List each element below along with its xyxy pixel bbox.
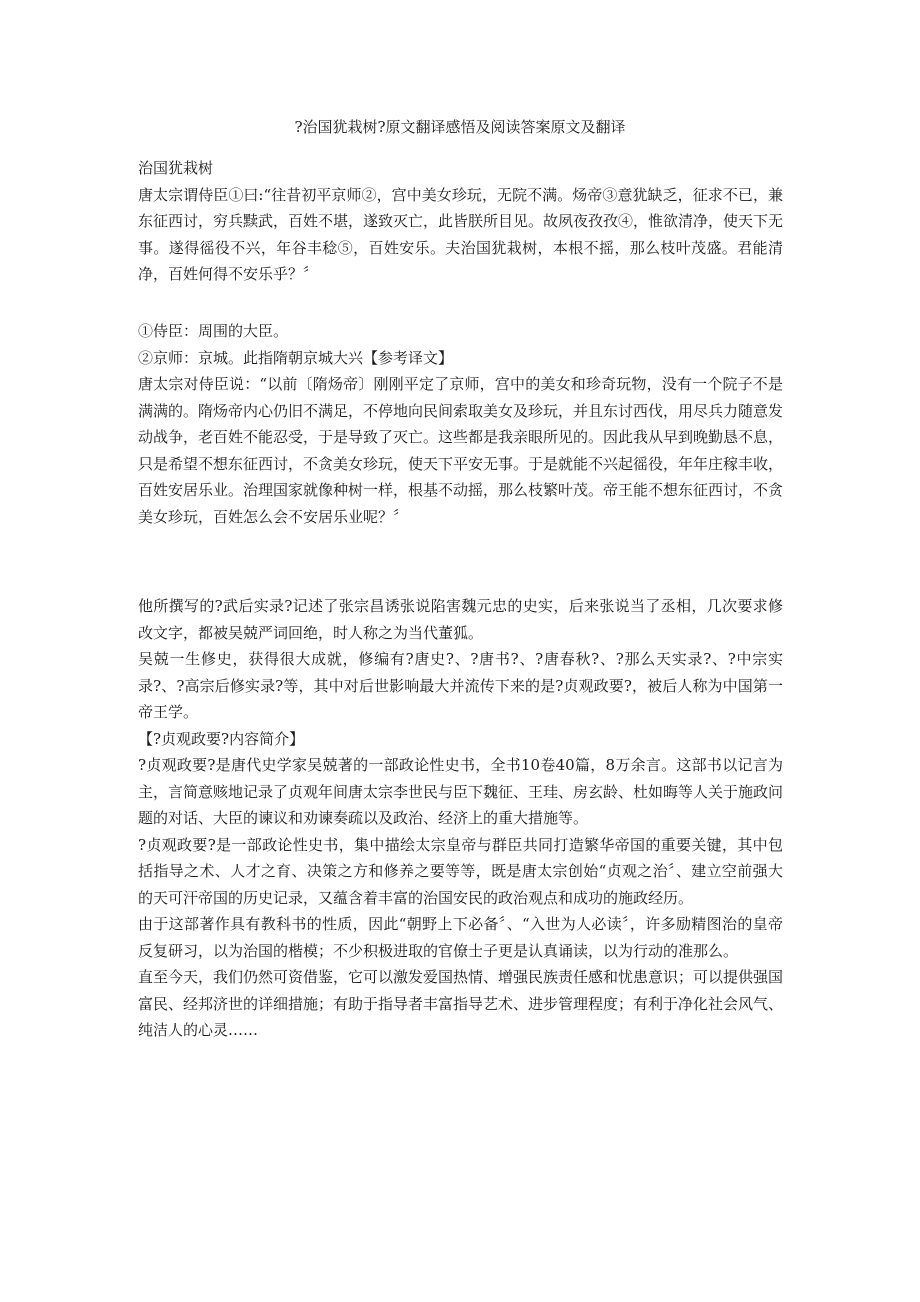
paragraph-book-significance: ?贞观政要?是一部政论性史书，集中描绘太宗皇帝与群臣共同打造繁华帝国的重要关键，其中包括指导之术、人才之育、决策之方和修养之要等等，既是唐太宗创始“贞观之治〞、建立空前强大的天可汗帝国的历史记录，又蕴含着丰富的治国安民的政治观点和成功的施政经历。 [138, 835, 783, 907]
section-heading: 治国犹栽树 [138, 159, 214, 177]
document-title: ?治国犹栽树?原文翻译感悟及阅读答案原文及翻译 [294, 118, 626, 136]
paragraph-textbook-nature: 由于这部著作具有教科书的性质，因此“朝野上下必备〞、“入世为人必读〞，许多励精图治的皇帝反复研习，以为治国的楷模；不少积极进取的官僚士子更是认真诵读，以为行动的准那么。 [138, 915, 783, 960]
translation-paragraph: 唐太宗对侍臣说：“以前〔隋炀帝〕刚刚平定了京师，宫中的美女和珍奇玩物，没有一个院子不是满满的。隋炀帝内心仍旧不满足，不停地向民间索取美女及珍玩，并且东讨西伐，用尽兵力随意发动战争，老百姓不能忍受，于是导致了灭亡。这些都是我亲眼所见的。因此我从早到晚勤恳不息，只是希望不想东征西讨，不贪美女珍玩，使天下平安无事。于是就能不兴起徭役，年年庄稼丰收，百姓安居乐业。治理国家就像种树一样，根基不动摇，那么枝繁叶茂。帝王能不想东征西讨，不贪美女珍玩，百姓怎么会不安居乐业呢？〞 [138, 375, 784, 526]
paragraph-book-overview: ?贞观政要?是唐代史学家吴兢著的一部政论性史书，全书10卷40篇，8万余言。这部书以记言为主，言简意赅地记录了贞观年间唐太宗李世民与臣下魏征、王珪、房玄龄、杜如晦等人关于施政问题的对话、大臣的谏议和劝谏奏疏以及政治、经济上的重大措施等。 [138, 756, 784, 827]
book-introduction-section [138, 593, 783, 1044]
original-text-paragraph: 唐太宗谓侍臣①曰:“往昔初平京师②，宫中美女珍玩，无院不满。炀帝③意犹缺乏，征求不已，兼东征西讨，穷兵黩武，百姓不堪，遂致灭亡，此皆朕所目见。故夙夜孜孜④，惟欲清净，使天下无事。遂得徭役不兴，年谷丰稔⑤，百姓安乐。夫治国犹栽树，本根不摇，那么枝叶茂盛。君能清净，百姓何得不安乐乎？〞 [138, 185, 784, 283]
paragraph-wu-jing-achievements: 吴兢一生修史，获得很大成就，修编有?唐史?、?唐书?、?唐春秋?、?那么天实录?、?中宗实录?、?高宗后修实录?等，其中对后世影响最大并流传下来的是?贞观政要?，被后人称为中国第一帝王学。 [138, 650, 783, 721]
footnote-2: ②京师：京城。此指隋朝京城大兴【参考译文】 [138, 348, 454, 367]
original-text-section [138, 155, 783, 288]
notes-and-translation-section [138, 318, 783, 530]
footnote-1: ①侍臣：周围的大臣。 [138, 322, 289, 340]
paragraph-wu-hou-shi-lu: 他所撰写的?武后实录?记述了张宗昌诱张说陷害魏元忠的史实，后来张说当了丞相，几次要求修改文字，都被吴兢严词回绝，时人称之为当代董狐。 [138, 597, 783, 642]
subheading-content-intro: 【?贞观政要?内容简介】 [138, 729, 305, 748]
paragraph-modern-value: 直至今天，我们仍然可资借鉴，它可以激发爱国热情、增强民族责任感和忧患意识；可以提供强国富民、经邦济世的详细措施；有助于指导者丰富指导艺术、进步管理程度；有利于净化社会风气、纯洁人的心灵…… [138, 968, 784, 1039]
